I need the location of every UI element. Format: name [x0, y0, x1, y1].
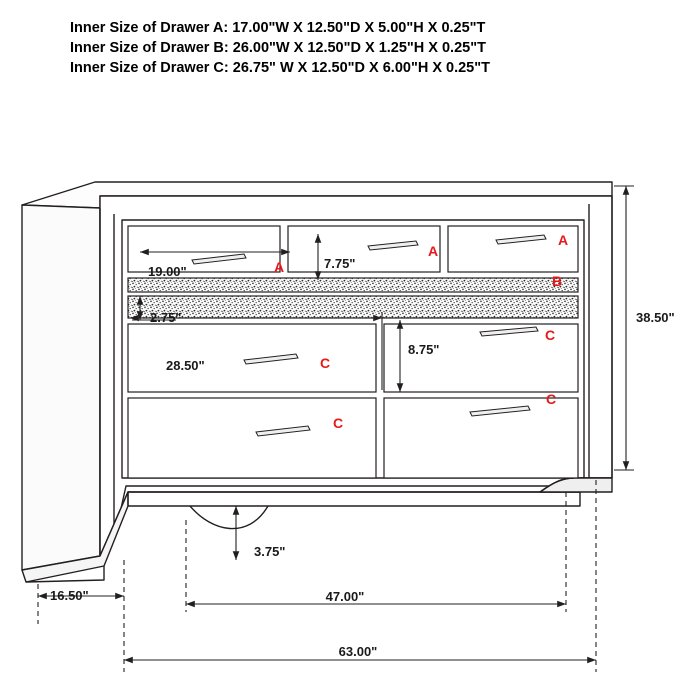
dim-label-1650: 16.50" — [50, 588, 89, 603]
dim-label-2850: 28.50" — [166, 358, 205, 373]
dim-label-875: 8.75" — [408, 342, 440, 357]
dim-label-3850: 38.50" — [636, 310, 675, 325]
dim-label-775: 7.75" — [324, 256, 356, 271]
dim-label-275: 2.75" — [150, 310, 182, 325]
marker-a-left: A — [274, 259, 285, 275]
drawer-c-right-lower — [384, 398, 578, 478]
dim-label-4700: 47.00" — [325, 589, 365, 604]
drawer-c-left-lower — [128, 398, 376, 478]
marker-a-middle: A — [428, 243, 439, 259]
marker-c-right-lower: C — [546, 391, 557, 407]
marker-c-right-upper: C — [545, 327, 556, 343]
dim-label-6300: 63.00" — [338, 644, 378, 659]
drawer-b — [128, 278, 578, 292]
marker-b: B — [552, 273, 563, 289]
spec-line-drawer-a: Inner Size of Drawer A: 17.00"W X 12.50"D X 5.00"H X 0.25"T — [70, 20, 486, 36]
dim-label-19: 19.00" — [148, 264, 187, 279]
dim-label-375: 3.75" — [254, 544, 286, 559]
spec-line-drawer-c: Inner Size of Drawer C: 26.75" W X 12.50"D X 6.00"H X 0.25"T — [70, 60, 490, 76]
marker-c-left-lower: C — [333, 415, 344, 431]
glitter-band — [128, 296, 578, 318]
spec-line-drawer-b: Inner Size of Drawer B: 26.00"W X 12.50"D X 1.25"H X 0.25"T — [70, 40, 486, 56]
marker-a-right: A — [558, 232, 569, 248]
drawer-a-middle — [288, 226, 440, 272]
marker-c-left-upper: C — [320, 355, 331, 371]
